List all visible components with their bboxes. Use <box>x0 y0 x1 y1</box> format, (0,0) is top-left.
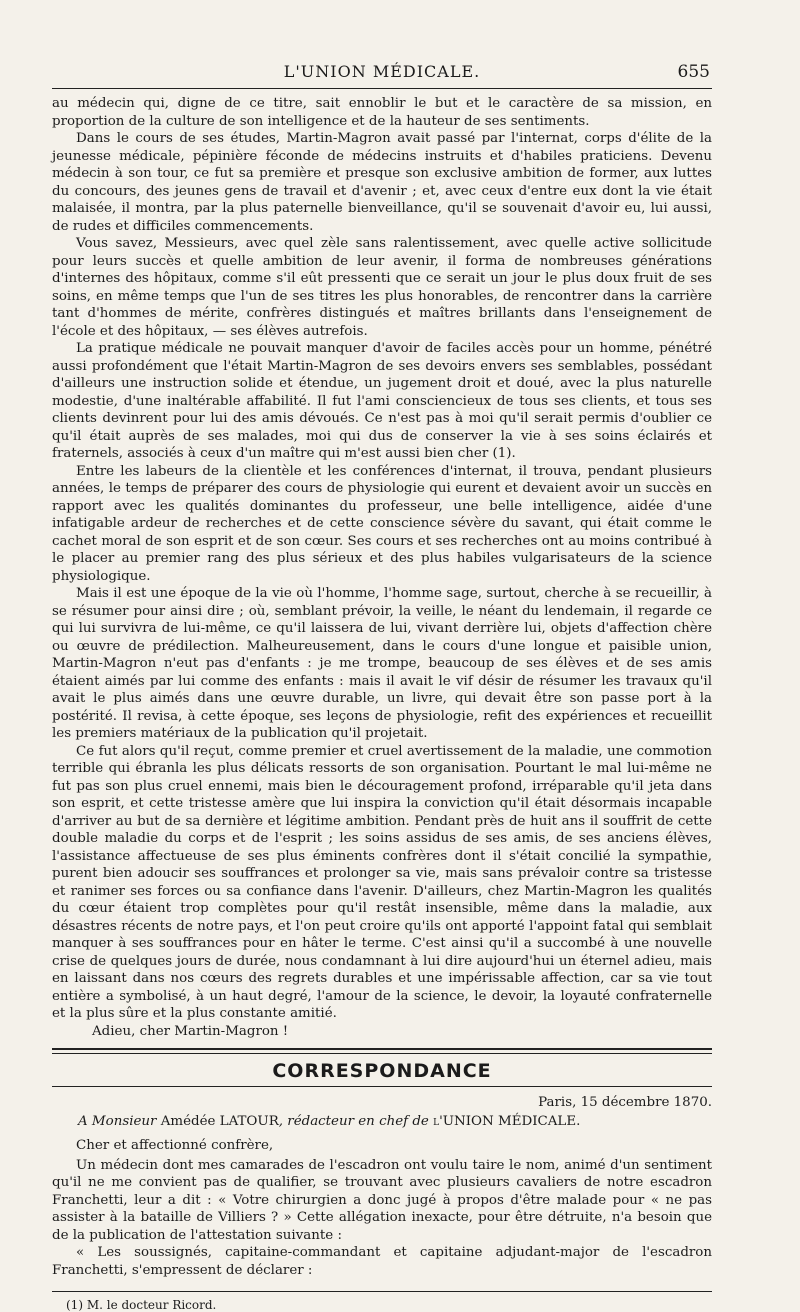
address-role: , rédacteur en chef de <box>278 1114 429 1129</box>
paragraph: Mais il est une époque de la vie où l'homme, l'homme sage, surtout, cherche à se recueillir, à se résumer pour ainsi dire ; où, semblant prévoir, la veille, le néant du lendemain, il regarde ce qui lui survivra de lui-même, ce qu'il laissera de lui, vivant derrière lui, objets d'affection chère ou œuvre de prédilection. Malheureusement, dans le cours d'une longue et paisible union, Martin-Magron n'eut pas d'enfants : je me trompe, beaucoup de ses élèves et de ses amis étaient aimés par lui comme des enfants : mais il avait le vif désir de résumer les travaux qu'il avait le plus aimés dans une œuvre durable, un livre, qui devait être son passe port à la postérité. Il revisa, à cette époque, ses leçons de physiologie, refit des expériences et recueillit les premiers matériaux de la publication qu'il projetait. <box>52 586 712 741</box>
footnote-rule <box>52 1291 712 1292</box>
paragraph: au médecin qui, digne de ce titre, sait ennoblir le but et le caractère de sa mission, en proportion de la culture de son intelligence et de la hauteur de ses sentiments. <box>52 96 712 129</box>
signoff: Adieu, cher Martin-Magron ! <box>92 1023 289 1039</box>
paragraph: Dans le cours de ses études, Martin-Magron avait passé par l'internat, corps d'élite de la jeunesse médicale, pépinière féconde de médecins instruits et d'habiles praticiens. Devenu médecin à son tour, ce fut sa première et presque son exclusive ambition de former, aux luttes du concours, des jeunes gens de travail et d'avenir ; et, avec ceux d'entre eux dont la vie était malaisée, il montra, par la plus paternelle bienveillance, qu'il se souvenait d'avoir eu, lui aussi, de rudes et difficiles commencements. <box>52 131 712 234</box>
letter-body <box>52 1137 712 1279</box>
page <box>52 58 712 1312</box>
section-divider <box>52 1048 712 1054</box>
letter-address <box>52 1114 712 1129</box>
paragraph: La pratique médicale ne pouvait manquer d'avoir de faciles accès pour un homme, pénétré aussi profondément que l'était Martin-Magron de ses devoirs envers ses semblables, possédant d'ailleurs une instruction solide et étendue, un jugement droit et doué, avec la plus naturelle modestie, d'une inaltérable affabilité. Il fut l'ami consciencieux de tous ses clients, et tous ses clients devinrent pour lui des amis dévoués. Ce n'est pas à moi qu'il serait permis d'oublier ce qu'il était auprès de ses malades, moi qui dus de conserver la vie à ses soins éclairés et fraternels, associés à ceux d'un maître qui m'est aussi bien cher (1). <box>52 341 712 461</box>
address-name: Amédée LATOUR <box>160 1114 279 1129</box>
address-journal: l'UNION MÉDICALE. <box>433 1114 581 1129</box>
running-header <box>52 58 712 89</box>
paragraph: Ce fut alors qu'il reçut, comme premier et cruel avertissement de la maladie, une commotion terrible qui ébranla les plus délicats ressorts de son organisation. Pourtant le mal lui-même ne fut pas son plus cruel ennemi, mais bien le découragement profond, irréparable qu'il jeta dans son esprit, et cette tristesse amère que lui inspira la conviction qu'il était désormais incapable d'arriver au but de sa dernière et légitime ambition. Pendant près de huit ans il souffrit de cette double maladie du corps et de l'esprit ; les soins assidus de ses amis, de ses anciens élèves, l'assistance affectueuse de ses plus éminents confrères dont il s'était concilié la sympathie, purent bien adoucir ses souffrances et prolonger sa vie, mais sans prévaloir contre sa tristesse et ranimer ses forces ou sa confiance dans l'avenir. D'ailleurs, chez Martin-Magron les qualités du cœur étaient trop complètes pour qu'il restât insensible, même dans la maladie, aux désastres récents de notre pays, et l'on peut croire qu'ils ont apporté l'appoint fatal qui semblait manquer à ses souffrances pour en hâter le terme. C'est ainsi qu'il a succombé à une nouvelle crise de quelques jours de durée, nous condamnant à lui dire aujourd'hui un éternel adieu, mais en laissant dans nos cœurs des regrets durables et une impérissable affection, car sa vie tout entière a symbolisé, à un haut degré, l'amour de la science, le devoir, la loyauté confraternelle et la plus sûre et la plus constante amitié. <box>52 743 712 1021</box>
section-title: CORRESPONDANCE <box>272 1060 492 1082</box>
greeting: Cher et affectionné confrère, <box>76 1138 274 1153</box>
letter-paragraph: « Les soussignés, capitaine-commandant et capitaine adjudant-major de l'escadron Franchetti, s'empressent de déclarer : <box>52 1245 712 1278</box>
dateline: Paris, 15 décembre 1870. <box>538 1095 712 1110</box>
page-number: 655 <box>677 62 710 82</box>
letter-paragraph: Un médecin dont mes camarades de l'escadron ont voulu taire le nom, animé d'un sentiment qu'il ne me convient pas de qualifier, se trouvant avec plusieurs cavaliers de notre escadron Franchetti, leur a dit : « Votre chirurgien a donc jugé à propos d'être malade pour « ne pas assister à la bataille de Villiers ? » Cette allégation inexacte, pour être détruite, n'a besoin que de la publication de l'attestation suivante : <box>52 1157 712 1243</box>
article-body <box>52 95 712 1040</box>
paragraph: Vous savez, Messieurs, avec quel zèle sans ralentissement, avec quelle active sollicitude pour leurs succès et quelle ambition de leur avenir, il forma de nombreuses générations d'internes des hôpitaux, comme s'il eût pressenti que ce serait un jour le plus doux fruit de ses soins, en même temps que l'un de ses titres les plus honorables, de rencontrer dans la carrière tant d'hommes de mérite, confrères distingués et maîtres brillants dans l'enseignement de l'école et des hôpitaux, — ses élèves autrefois. <box>52 236 712 339</box>
address-prefix: A Monsieur <box>78 1114 157 1129</box>
journal-title: L'UNION MÉDICALE. <box>283 62 481 81</box>
footnote: (1) M. le docteur Ricord. <box>66 1298 217 1312</box>
paragraph: Entre les labeurs de la clientèle et les conférences d'internat, il trouva, pendant plusieurs années, le temps de préparer des cours de physiologie qui eurent et devaient avoir un succès en rapport avec les qualités dominantes du professeur, une belle intelligence, aidée d'une infatigable ardeur de recherches et de cette conscience sévère du savant, qui était comme le cachet moral de son esprit et de son cœur. Ses cours et ses recherches ont au moins contribué à le placer au premier rang des plus sérieux et des plus habiles vulgarisateurs de la science physiologique. <box>52 463 712 584</box>
title-rule <box>52 1086 712 1087</box>
